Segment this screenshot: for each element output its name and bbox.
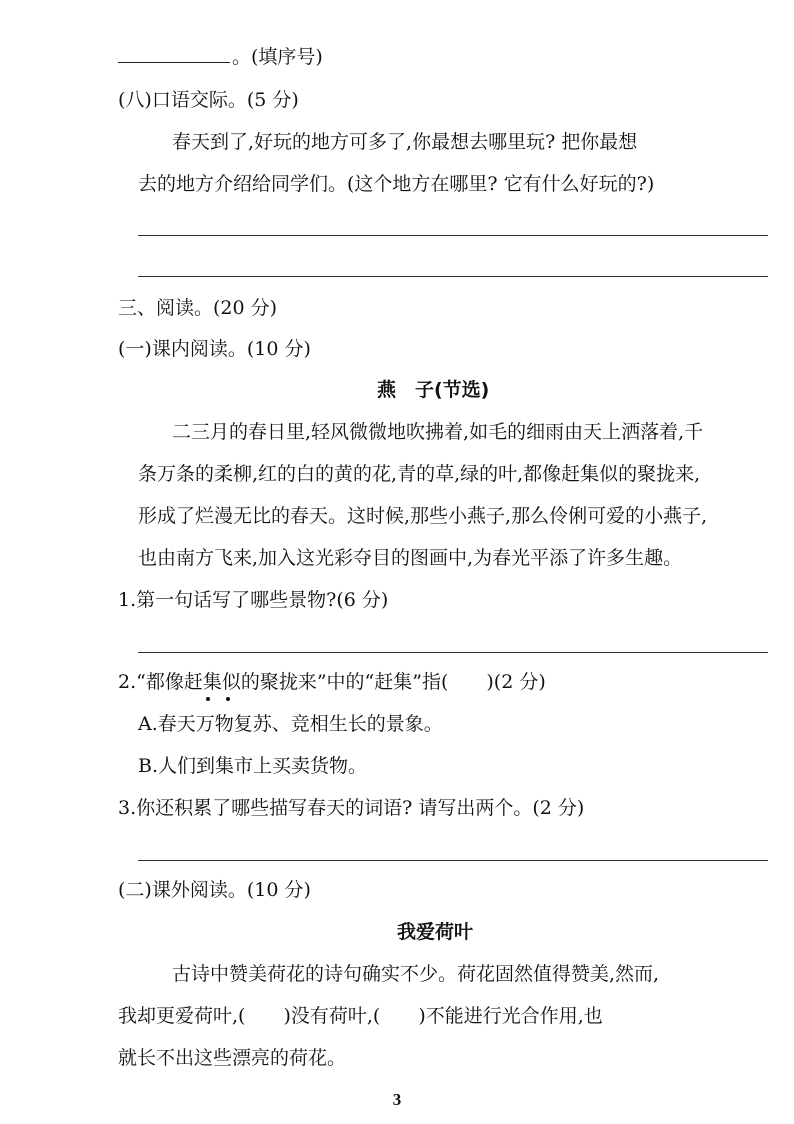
oral-prompt-line-2: 去的地方介绍给同学们。(这个地方在哪里? 它有什么好玩的?) — [138, 173, 655, 195]
passage2-line-2: 我却更爱荷叶,( )没有荷叶,( )不能进行光合作用,也 — [118, 1005, 603, 1027]
passage1-line-4: 也由南方飞来,加入这光彩夺目的图画中,为春光平添了许多生趣。 — [138, 547, 683, 569]
fill-in-hint: 。(填序号) — [232, 46, 323, 68]
emphasis-dot — [206, 697, 210, 701]
passage2-title: 我爱荷叶 — [397, 921, 474, 943]
question-3: 3.你还积累了哪些描写春天的词语? 请写出两个。(2 分) — [118, 797, 585, 819]
oral-heading: (八)口语交际。(5 分) — [118, 89, 299, 111]
question-2: 2.“都像赶集似的聚拢来”中的“赶集”指( )(2 分) — [118, 671, 546, 693]
page-number: 3 — [392, 1090, 402, 1109]
question-1: 1.第一句话写了哪些景物?(6 分) — [118, 589, 389, 611]
answer-blank[interactable] — [118, 44, 230, 63]
question-2-option-b: B.人们到集市上买卖货物。 — [138, 755, 368, 777]
passage1-title: 燕 子(节选) — [377, 379, 490, 401]
passage1-line-3: 形成了烂漫无比的春天。这时候,那些小燕子,那么伶俐可爱的小燕子, — [138, 505, 708, 527]
oral-prompt-line-1: 春天到了,好玩的地方可多了,你最想去哪里玩? 把你最想 — [172, 131, 638, 153]
part1-heading: (一)课内阅读。(10 分) — [118, 338, 311, 360]
passage2-line-1: 古诗中赞美荷花的诗句确实不少。荷花固然值得赞美,然而, — [172, 963, 660, 985]
question-2-option-a: A.春天万物复苏、竞相生长的景象。 — [138, 713, 443, 735]
passage2-line-3: 就长不出这些漂亮的荷花。 — [118, 1047, 347, 1069]
passage1-line-2: 条万条的柔柳,红的白的黄的花,青的草,绿的叶,都像赶集似的聚拢来, — [138, 463, 701, 485]
answer-line[interactable] — [138, 652, 768, 653]
passage1-line-1: 二三月的春日里,轻风微微地吹拂着,如毛的细雨由天上洒落着,千 — [172, 421, 704, 443]
part2-heading: (二)课外阅读。(10 分) — [118, 879, 311, 901]
fill-in-line — [118, 44, 323, 69]
answer-line[interactable] — [138, 276, 768, 277]
answer-line[interactable] — [138, 860, 768, 861]
section3-heading: 三、阅读。(20 分) — [118, 297, 278, 319]
emphasis-dot — [226, 697, 230, 701]
answer-line[interactable] — [138, 235, 768, 236]
